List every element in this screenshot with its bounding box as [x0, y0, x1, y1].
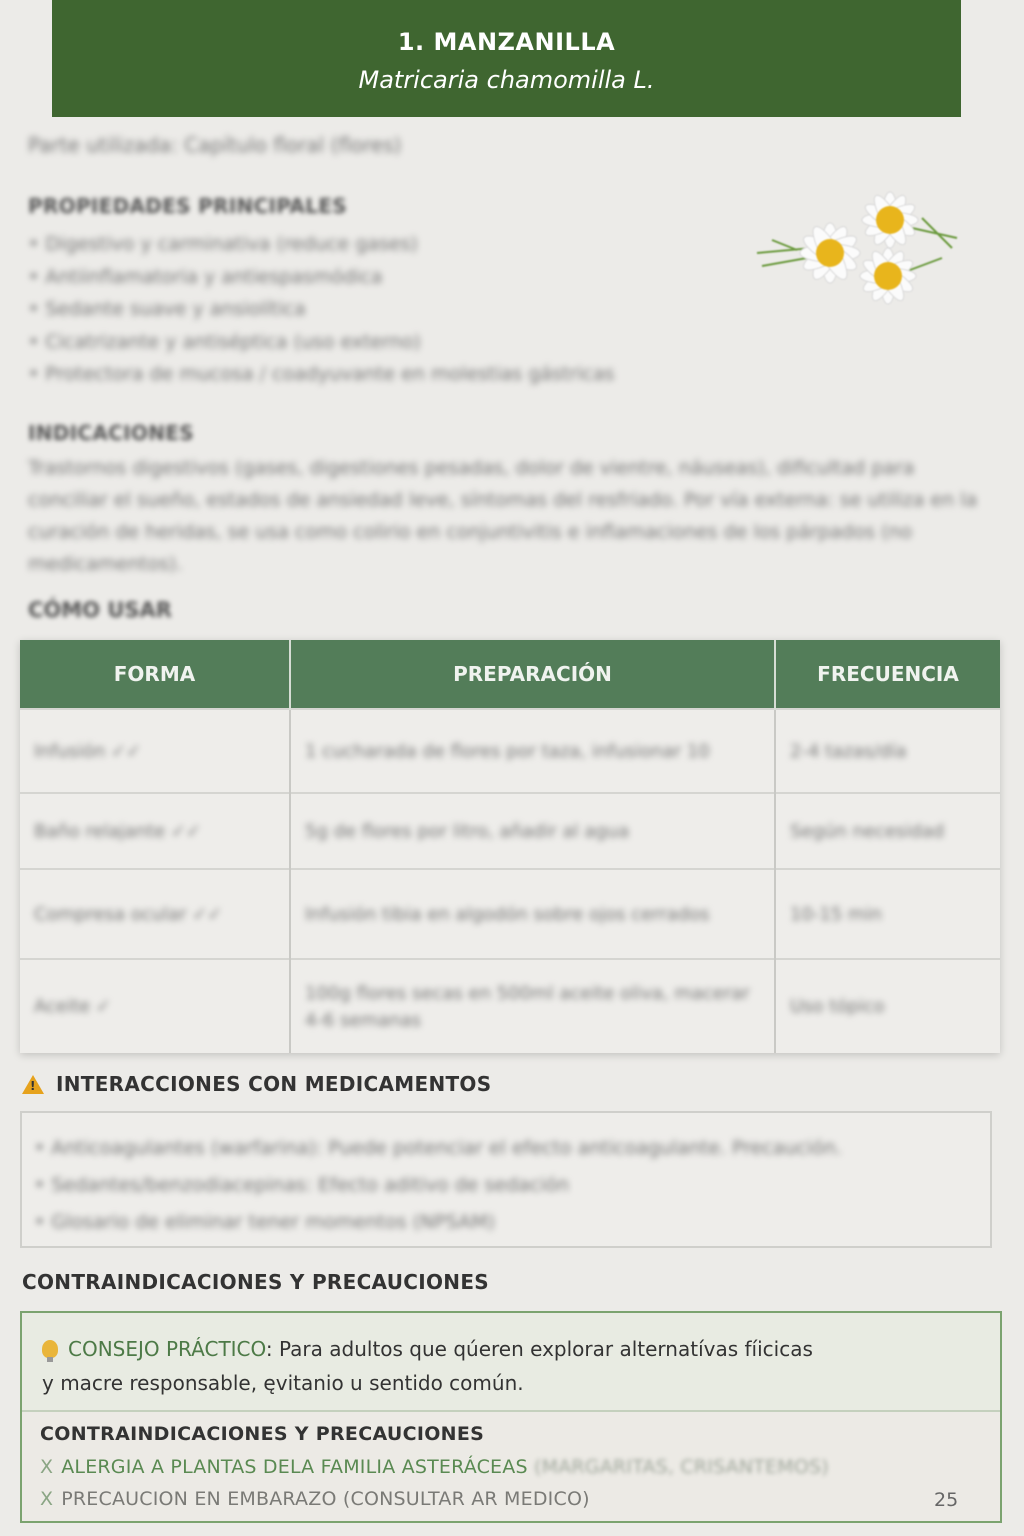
x-mark-icon: X [40, 1456, 54, 1478]
table-cell: Uso tópico [790, 996, 885, 1017]
table-header-row [20, 640, 1000, 709]
plant-title: 1. MANZANILLA [397, 28, 616, 56]
properties-heading: PROPIEDADES PRINCIPALES [28, 194, 347, 218]
list-item: • Glosario de eliminar tener momentos (NPSAM) [34, 1211, 495, 1233]
indications-text: Trastornos digestivos (gases, digestiones pesadas, dolor de vientre, náuseas), dificultad para conciliar el sueño, estados de ansiedad leve, síntomas del resfriado. Por vía externa: se utiliza en la curación de heridas, se usa como colirio en conjuntivitis e inflamaciones de los párpados (no medicamentos). [28, 457, 978, 575]
table-row [20, 793, 1000, 869]
table-cell: Infusión tibia en algodón sobre ojos cerrados [305, 903, 710, 925]
plant-header [52, 0, 961, 117]
table-row [20, 959, 1000, 1053]
how-to-use-heading: CÓMO USAR [28, 598, 172, 622]
practical-tip [22, 1313, 1000, 1412]
column-header: FORMA [20, 640, 290, 709]
contraindication-item [40, 1488, 590, 1510]
contraindication-detail: (MARGARITAS, CRISANTEMOS) [533, 1456, 829, 1478]
page-number: 25 [934, 1489, 959, 1511]
contraindication-item [40, 1456, 829, 1478]
contraindication-text: PRECAUCION EN EMBARAZO (CONSULTAR AR MEDICO) [61, 1488, 590, 1510]
table-cell: Infusión ✓✓ [34, 740, 142, 762]
list-item: • Digestivo y carminativa (reduce gases) [28, 233, 418, 255]
properties-list [28, 228, 614, 391]
tip-label: CONSEJO PRÁCTICO [68, 1337, 266, 1361]
list-item: • Anticoagulantes (warfarina): Puede potenciar el efecto anticoagulante. Precaución. [34, 1137, 842, 1159]
interactions-list [34, 1130, 842, 1241]
table-cell: 2-4 tazas/día [790, 740, 907, 762]
table-cell: 100g flores secas en 500ml aceite oliva, macerar 4-6 semanas [305, 982, 750, 1031]
interactions-heading [22, 1072, 491, 1096]
list-item: • Cicatrizante y antiséptica (uso externo) [28, 330, 421, 353]
warning-icon [22, 1075, 44, 1094]
tip-text-continued: y macre responsable, ęvitanio u sentido común. [42, 1371, 524, 1395]
list-item: • Sedantes/benzodiacepinas: Efecto aditivo de sedación [34, 1174, 570, 1196]
chamomile-illustration [752, 178, 962, 343]
table-cell: Baño relajante ✓✓ [34, 820, 202, 842]
x-mark-icon: X [40, 1488, 54, 1510]
part-used-text: Parte utilizada: Capítulo floral (flores) [28, 133, 402, 157]
table-cell: 10-15 min [790, 903, 882, 925]
column-header: PREPARACIÓN [290, 640, 775, 709]
contraindications-heading: CONTRAINDICACIONES Y PRECAUCIONES [22, 1270, 489, 1294]
contraindications-box-title: CONTRAINDICACIONES Y PRECAUCIONES [40, 1423, 485, 1445]
contraindications-box [20, 1311, 1002, 1523]
contraindication-text: ALERGIA A PLANTAS DELA FAMILIA ASTERÁCEAS [61, 1456, 528, 1478]
scientific-name: Matricaria chamomilla L. [358, 66, 655, 94]
tip-text: : Para adultos que qúeren explorar alternatívas fíicicas [265, 1337, 813, 1361]
usage-table [20, 640, 1000, 1053]
table-cell: 1 cucharada de flores por taza, infusionar 10 [305, 740, 710, 762]
list-item: • Antiinflamatoria y antiespasmódica [28, 265, 383, 288]
list-item: • Protectora de mucosa / coadyuvante en molestias gástricas [28, 363, 615, 385]
table-row [20, 869, 1000, 959]
table-cell: Compresa ocular ✓✓ [34, 903, 223, 925]
list-item: • Sedante suave y ansiolítica [28, 298, 306, 320]
table-cell: 5g de flores por litro, añadir al agua [305, 820, 630, 842]
table-cell: Según necesidad [790, 820, 945, 842]
lightbulb-icon [42, 1340, 58, 1358]
table-cell: Aceite ✓ [34, 996, 111, 1017]
indications-heading: INDICACIONES [28, 421, 194, 445]
interactions-heading-text: INTERACCIONES CON MEDICAMENTOS [56, 1072, 492, 1096]
tip-line [42, 1337, 813, 1361]
table-row [20, 709, 1000, 793]
column-header: FRECUENCIA [775, 640, 1000, 709]
